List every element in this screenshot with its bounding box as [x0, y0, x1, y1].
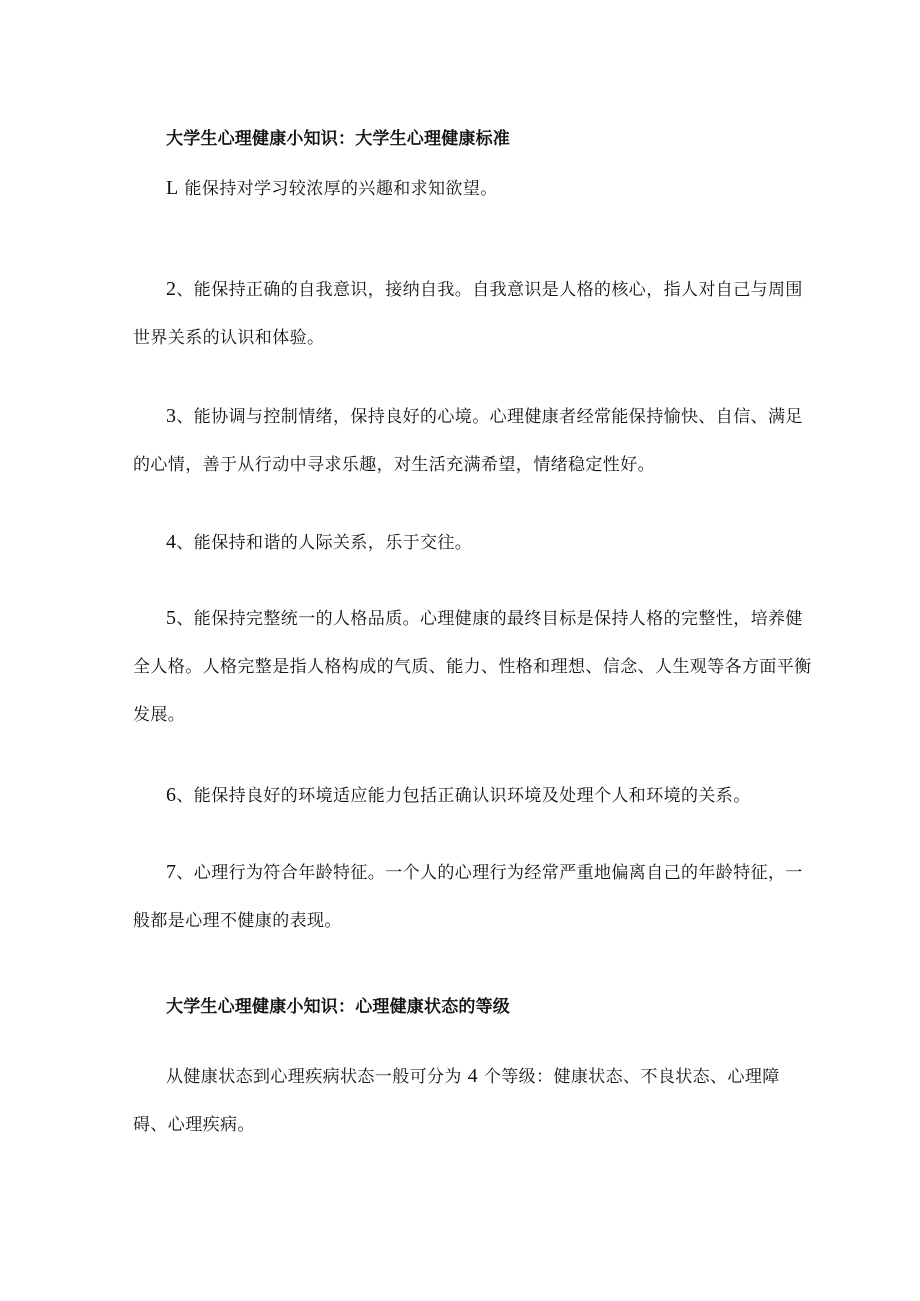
item-number: L — [166, 177, 179, 199]
item-text: 、能保持完整统一的人格品质。心理健康的最终目标是保持人格的完整性，培养健全人格。人格完整是指人格构成的气质、能力、性格和理想、信念、人生观等各方面平衡发展。 — [133, 609, 812, 725]
item-number: 7 — [166, 861, 177, 883]
item-text: 、能保持和谐的人际关系，乐于交往。 — [176, 533, 473, 553]
item-number: 3 — [166, 405, 177, 427]
item-text: 、能协调与控制情绪，保持良好的心境。心理健康者经常能保持愉快、自信、满足的心情，善于从行动中寻求乐趣，对生活充满希望，情绪稳定性好。 — [133, 407, 803, 475]
section-heading-standards: 大学生心理健康小知识：大学生心理健康标准 — [166, 129, 510, 149]
item-2 — [133, 265, 813, 362]
item-4 — [133, 518, 813, 567]
section-heading-levels: 大学生心理健康小知识：心理健康状态的等级 — [166, 997, 510, 1017]
levels-number: 4 — [467, 1065, 479, 1087]
item-number: 5 — [166, 607, 177, 629]
levels-text-before: 从健康状态到心理疾病状态一般可分为 — [166, 1067, 462, 1087]
item-number: 2 — [166, 278, 177, 300]
levels-paragraph — [133, 1052, 813, 1149]
item-6 — [133, 771, 813, 820]
item-5 — [133, 594, 813, 739]
item-7 — [133, 848, 813, 945]
item-text: 、能保持良好的环境适应能力包括正确认识环境及处理个人和环境的关系。 — [176, 786, 751, 806]
item-1 — [133, 164, 813, 213]
item-text: 能保持对学习较浓厚的兴趣和求知欲望。 — [184, 179, 498, 199]
item-number: 6 — [166, 784, 177, 806]
levels-text-after: 个等级：健康状态、不良状态、心理障碍、心理疾病。 — [133, 1067, 780, 1135]
item-text: 、能保持正确的自我意识，接纳自我。自我意识是人格的核心，指人对自己与周围世界关系的认识和体验。 — [133, 280, 803, 348]
item-number: 4 — [166, 531, 177, 553]
item-3 — [133, 392, 813, 489]
item-text: 、心理行为符合年龄特征。一个人的心理行为经常严重地偏离自己的年龄特征，一般都是心理不健康的表现。 — [133, 863, 803, 931]
